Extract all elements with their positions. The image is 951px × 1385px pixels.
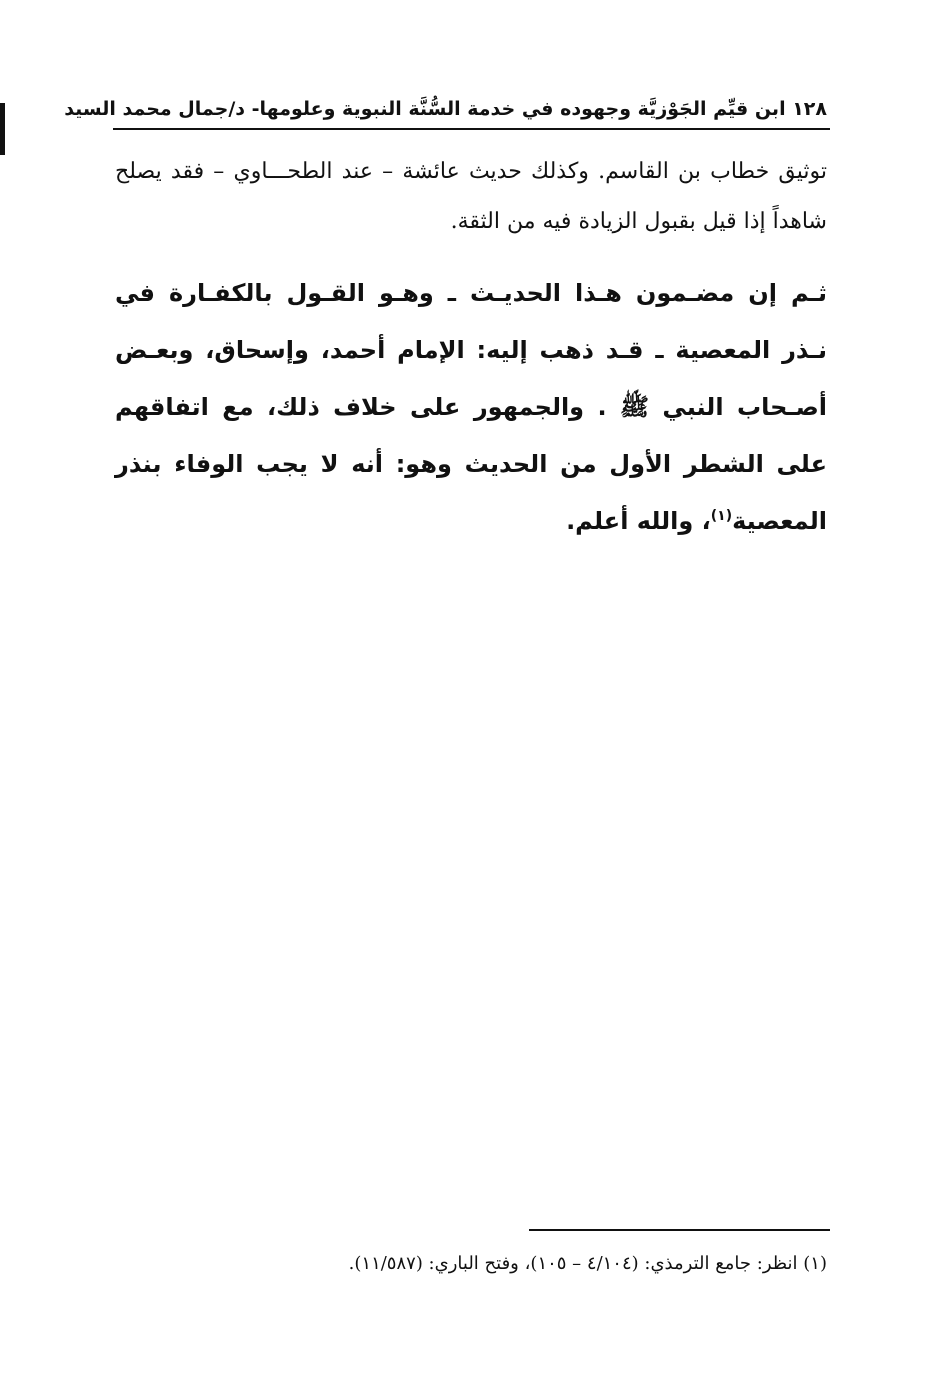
header-rule	[113, 128, 830, 130]
main-paragraph-text: ثـم إن مضـمون هـذا الحديـث ـ وهـو القـول بالكفـارة في نـذر المعصية ـ قـد ذهب إليه: الإمام أحمد، وإسحاق، وبعـض أصـحاب النبي ﷺ . والجمهور على خلاف ذلك، مع اتفاقهم على الشطر الأول من الحديث وهو: أنه لا يجب الوفاء بنذر المعصية	[115, 279, 827, 535]
margin-mark	[0, 103, 5, 155]
running-header: ١٢٨ ابن قيِّم الجَوْزيَّة وجهوده في خدمة السُّنَّة النبوية وعلومها- د/جمال محمد السيد	[64, 98, 827, 120]
main-paragraph-ending: ، والله أعلم.	[566, 507, 711, 535]
footnote-1: (١) انظر: جامع الترمذي: (٤/١٠٤ – ١٠٥)، وفتح الباري: (١١/٥٨٧).	[348, 1253, 827, 1274]
continuation-paragraph: توثيق خطاب بن القاسم. وكذلك حديث عائشة – عند الطحـــاوي – فقد يصلح شاهداً إذا قيل بقبول الزيادة فيه من الثقة.	[115, 159, 827, 234]
footnote-separator	[529, 1229, 830, 1231]
footnote-reference[interactable]: (١)	[710, 508, 733, 524]
main-paragraph	[115, 265, 827, 550]
